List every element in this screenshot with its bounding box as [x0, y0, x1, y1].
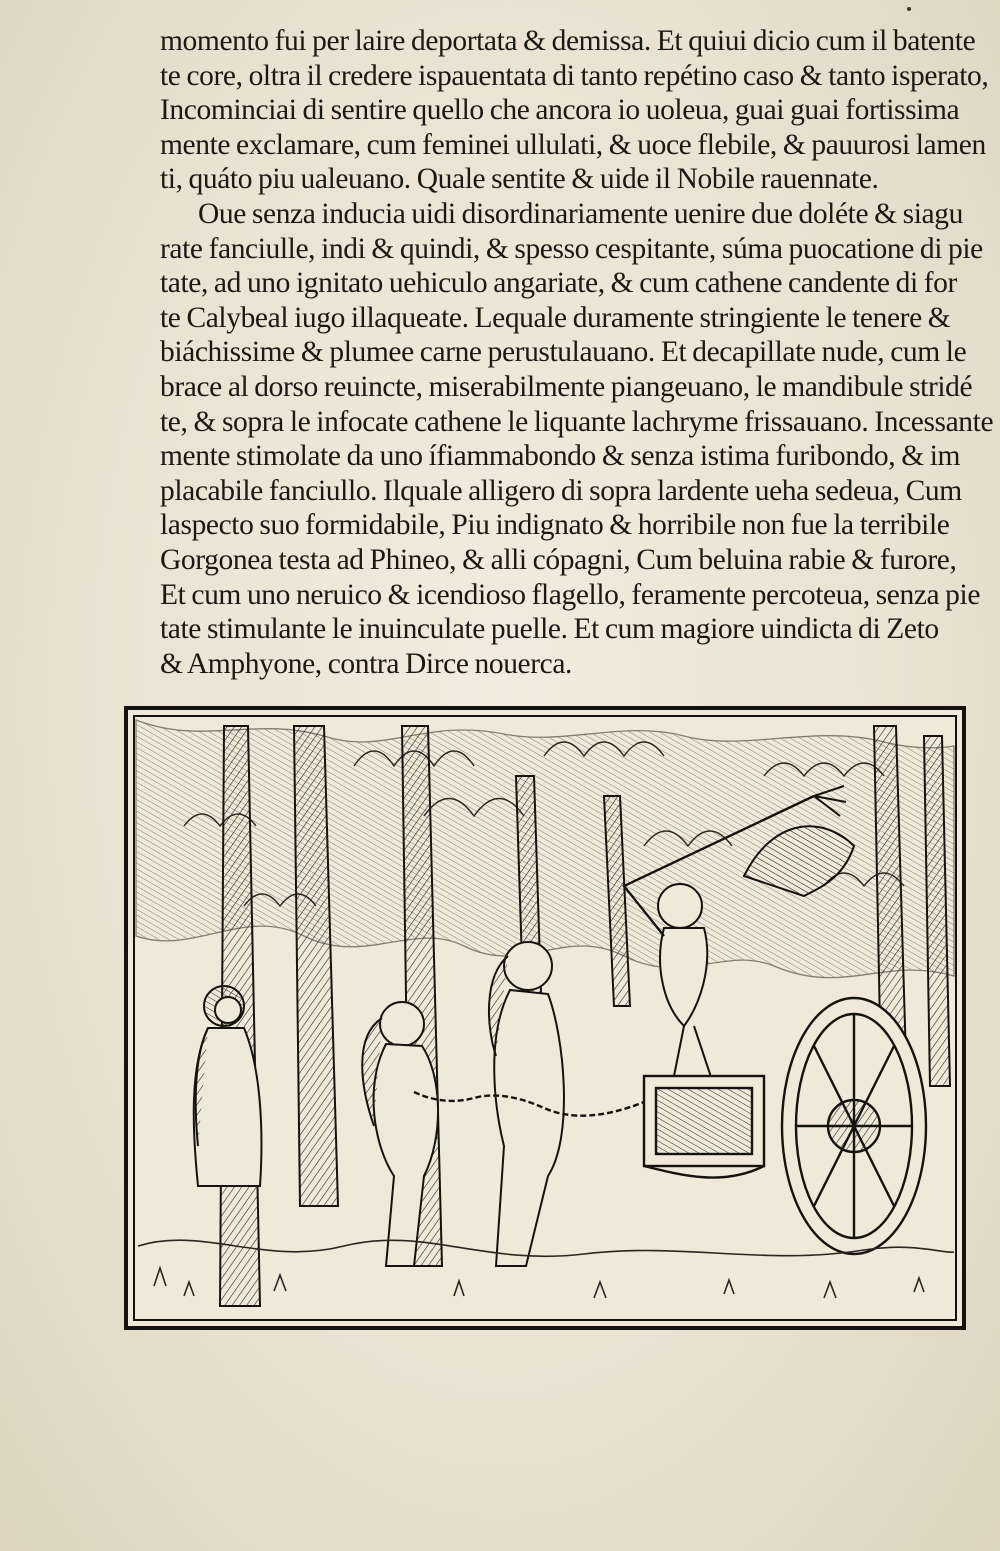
text-line: te core, oltra il credere ispauentata di tanto repétino caso & tanto isperato, [160, 59, 989, 92]
text-line: tate, ad uno ignitato uehiculo angariate, & cum cathene candente di for [160, 267, 957, 300]
text-line: ti, quáto piu ualeuano. Quale sentite & uide il Nobile rauennate. [160, 163, 879, 196]
page-speck [905, 0, 913, 8]
text-line: placabile fanciullo. Ilquale alligero di sopra lardente ueha sedeua, Cum [160, 474, 962, 507]
text-line: mente exclamare, cum feminei ullulati, & uoce flebile, & pauurosi lamen [160, 128, 986, 161]
text-line: & Amphyone, contra Dirce nouerca. [160, 647, 573, 680]
text-line: momento fui per laire deportata & demissa. Et quiui dicio cum il batente [160, 25, 976, 57]
text-line: laspecto suo formidabile, Piu indignato & horribile non fue la terribile [160, 509, 950, 542]
text-line: tate stimulante le inuinculate puelle. Et cum magiore uindicta di Zeto [160, 613, 939, 646]
text-line: Gorgonea testa ad Phineo, & alli cópagni, Cum beluina rabie & furore, [160, 543, 957, 576]
body-text [160, 24, 994, 681]
text-line: mente stimolate da uno ífiammabondo & senza istima furibondo, & im [160, 440, 961, 473]
text-line: te Calybeal iugo illaqueate. Lequale duramente stringiente le tenere & [160, 301, 951, 334]
text-line: biáchissime & plumee carne perustulauano. Et decapillate nude, cum le [160, 336, 967, 369]
woodcut-illustration [124, 706, 966, 1330]
text-line: te, & sopra le infocate cathene le liquante lachryme frissauano. Incessante [160, 405, 994, 438]
text-line: Incominciai di sentire quello che ancora io uoleua, guai guai fortissima [160, 94, 960, 127]
paragraph-start-line: Oue senza inducia uidi disordinariamente uenire due doléte & siagu [198, 197, 963, 230]
text-line: brace al dorso reuincte, miserabilmente piangeuano, le mandibule stridé [160, 370, 973, 403]
text-line: rate fanciulle, indi & quindi, & spesso cespitante, súma puocatione di pie [160, 232, 983, 265]
text-line: Et cum uno neruico & icendioso flagello, feramente percoteua, senza pie [160, 578, 981, 611]
